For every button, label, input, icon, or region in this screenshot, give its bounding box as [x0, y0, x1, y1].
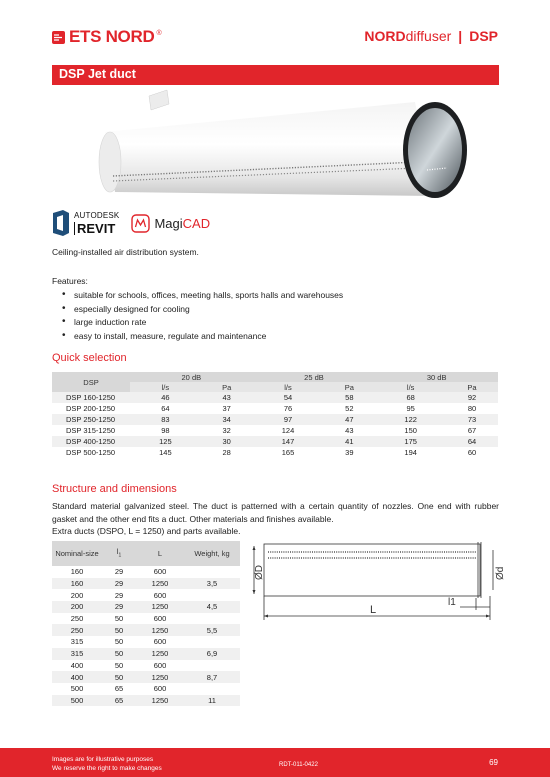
- group-header: 20 dB: [130, 372, 253, 382]
- table-cell: 37: [222, 404, 231, 413]
- table-cell: 147: [253, 436, 324, 447]
- table-cell: 64: [161, 404, 170, 413]
- table-row: [52, 671, 240, 683]
- table-cell: 65: [114, 684, 124, 694]
- table-cell: 65: [102, 695, 136, 707]
- table-cell: 150: [404, 426, 417, 435]
- table-row: [52, 624, 240, 636]
- dimensions-table: [52, 541, 240, 706]
- table-cell: 1250: [136, 578, 184, 590]
- product-description: Ceiling-installed air distribution system.: [52, 247, 199, 257]
- table-cell: 200: [52, 601, 102, 613]
- table-row: [52, 414, 498, 425]
- dimension-drawing: [250, 540, 506, 622]
- extra-ducts-text: Extra ducts (DSPO, L = 1250) and parts available.: [52, 526, 241, 536]
- table-row: [52, 403, 498, 414]
- quick-selection-body: [52, 392, 498, 458]
- table-cell: 1250: [136, 695, 184, 707]
- feature-item: • suitable for schools, offices, meeting halls, sports halls and warehouses: [62, 290, 343, 304]
- table-cell: 50: [114, 637, 124, 647]
- table-cell: 3,5: [184, 578, 240, 590]
- table-cell: 97: [253, 414, 324, 425]
- table-row: [52, 613, 240, 625]
- col-weight: Weight, kg: [184, 541, 240, 566]
- table-cell: 29: [102, 578, 136, 590]
- page-footer: [0, 748, 550, 777]
- table-cell: 43: [201, 392, 253, 403]
- page-header: [0, 0, 550, 60]
- table-cell: 1250: [136, 671, 184, 683]
- magicad-text-b: CAD: [182, 215, 211, 231]
- unit-header: Pa: [323, 382, 375, 392]
- table-cell: [184, 660, 240, 672]
- col-l: L: [136, 541, 184, 566]
- table-cell: 30: [201, 436, 253, 447]
- structure-title: Structure and dimensions: [52, 483, 177, 495]
- table-cell: [184, 636, 240, 648]
- table-cell: 400: [52, 671, 102, 683]
- table-cell: 28: [222, 448, 231, 457]
- quick-selection-title: Quick selection: [52, 352, 127, 364]
- logo-text: ETS NORD: [69, 27, 155, 46]
- table-cell: 500: [70, 684, 84, 694]
- table-row: [52, 683, 240, 695]
- table-row: [52, 601, 240, 613]
- footer-disclaimer: [52, 755, 162, 773]
- label-d-small: Ød: [495, 566, 506, 580]
- table-row: [52, 648, 240, 660]
- dimensions-body: [52, 566, 240, 706]
- table-cell: 315: [52, 648, 102, 660]
- ets-nord-logo: [52, 27, 162, 47]
- table-cell: 39: [345, 448, 354, 457]
- brand-separator: |: [458, 28, 463, 44]
- table-cell: 73: [446, 414, 498, 425]
- structure-text: Standard material galvanized steel. The duct is patterned with a certain quantity of nozzles. One end with rubber gasket and the other end fits a duct. Other materials and finishes available.: [52, 501, 499, 524]
- table-cell: 34: [201, 414, 253, 425]
- unit-header: Pa: [446, 382, 498, 392]
- table-cell: 145: [159, 448, 172, 457]
- table-cell: DSP 500-1250: [66, 448, 116, 457]
- feature-item: • especially designed for cooling: [62, 304, 343, 318]
- table-cell: 5,5: [184, 624, 240, 636]
- table-cell: 4,5: [184, 601, 240, 613]
- label-d-big: ØD: [254, 565, 265, 580]
- table-cell: DSP 200-1250: [66, 404, 116, 413]
- brand-product: DSP: [469, 28, 498, 44]
- table-row: [52, 695, 240, 707]
- table-cell: 1250: [136, 601, 184, 613]
- table-cell: 76: [283, 404, 293, 413]
- group-header: 30 dB: [375, 372, 498, 382]
- table-cell: 175: [375, 436, 446, 447]
- col-dsp: DSP: [52, 372, 130, 392]
- revit-name-text: REVIT: [74, 222, 119, 235]
- table-cell: 58: [323, 392, 375, 403]
- table-cell: 29: [114, 567, 124, 577]
- table-cell: 165: [281, 448, 295, 457]
- table-cell: 200: [70, 590, 84, 600]
- product-brand: [364, 28, 498, 44]
- footer-line2: We reserve the right to make changes: [52, 765, 162, 772]
- table-cell: 500: [52, 695, 102, 707]
- label-length: L: [370, 604, 377, 616]
- jet-duct-image: [95, 92, 485, 204]
- table-row: [52, 425, 498, 436]
- features-title: Features:: [52, 276, 88, 286]
- features-list: [62, 290, 343, 344]
- table-cell: 54: [253, 392, 324, 403]
- table-cell: DSP 315-1250: [66, 426, 116, 435]
- table-cell: 400: [70, 660, 84, 670]
- magicad-logo: [131, 214, 210, 233]
- table-cell: 50: [102, 671, 136, 683]
- unit-header: l/s: [375, 382, 446, 392]
- table-cell: 29: [102, 601, 136, 613]
- table-cell: [184, 613, 240, 625]
- table-cell: 50: [102, 624, 136, 636]
- quick-selection-table: [52, 372, 498, 458]
- table-cell: 68: [375, 392, 446, 403]
- table-cell: 124: [281, 426, 295, 435]
- table-row: [52, 660, 240, 672]
- table-cell: DSP 400-1250: [52, 436, 130, 447]
- table-cell: 600: [153, 660, 167, 670]
- page-number: 69: [489, 758, 498, 767]
- brand-nord: NORD: [364, 28, 406, 44]
- table-cell: 80: [467, 404, 477, 413]
- table-cell: 11: [184, 695, 240, 707]
- table-cell: 83: [130, 414, 201, 425]
- table-cell: 92: [446, 392, 498, 403]
- footer-code: RDT-011-0422: [279, 762, 318, 768]
- table-cell: 194: [404, 448, 417, 457]
- table-cell: 47: [323, 414, 375, 425]
- table-cell: 50: [102, 648, 136, 660]
- table-cell: 60: [467, 448, 477, 457]
- col-nominal-size: Nominal-size: [52, 541, 102, 566]
- table-cell: 1250: [136, 624, 184, 636]
- group-header: 25 dB: [253, 372, 376, 382]
- ets-logo-icon: [52, 31, 65, 44]
- label-l1: l1: [448, 597, 456, 608]
- table-cell: 64: [446, 436, 498, 447]
- logo-registered-mark: ®: [156, 29, 162, 37]
- table-cell: 67: [467, 426, 477, 435]
- unit-header: l/s: [253, 382, 324, 392]
- table-cell: 160: [70, 567, 84, 577]
- footer-line1: Images are for illustrative purposes: [52, 756, 154, 763]
- table-cell: 250: [52, 624, 102, 636]
- table-cell: [184, 683, 240, 695]
- table-cell: 122: [375, 414, 446, 425]
- table-row: [52, 589, 240, 601]
- table-cell: DSP 250-1250: [52, 414, 130, 425]
- revit-autodesk-text: AUTODESK: [74, 210, 120, 220]
- feature-item: • easy to install, measure, regulate and maintenance: [62, 331, 343, 345]
- unit-header: Pa: [201, 382, 253, 392]
- autodesk-revit-logo: [52, 210, 119, 236]
- table-cell: 8,7: [184, 671, 240, 683]
- table-cell: 32: [222, 426, 231, 435]
- table-cell: 600: [153, 614, 167, 624]
- table-row: [52, 447, 498, 458]
- feature-item: • large induction rate: [62, 317, 343, 331]
- table-cell: 250: [70, 614, 84, 624]
- table-cell: 50: [114, 614, 124, 624]
- table-cell: 600: [153, 590, 167, 600]
- table-cell: 50: [114, 660, 124, 670]
- table-cell: 1250: [136, 648, 184, 660]
- table-cell: 52: [345, 404, 354, 413]
- table-cell: 46: [130, 392, 201, 403]
- table-row: [52, 578, 240, 590]
- table-row: [52, 392, 498, 403]
- table-cell: 29: [114, 590, 124, 600]
- magicad-icon: [131, 214, 150, 233]
- table-cell: 95: [406, 404, 415, 413]
- col-l1: $l_1$: [102, 541, 136, 566]
- software-logos: [52, 210, 210, 236]
- table-cell: [184, 589, 240, 601]
- unit-header: l/s: [130, 382, 201, 392]
- brand-diffuser: diffuser: [405, 28, 452, 44]
- table-cell: 160: [52, 578, 102, 590]
- table-cell: 600: [153, 637, 167, 647]
- table-cell: 6,9: [184, 648, 240, 660]
- table-cell: 600: [153, 567, 167, 577]
- table-cell: [184, 566, 240, 578]
- table-cell: 41: [323, 436, 375, 447]
- magicad-text-a: Magi: [154, 215, 183, 231]
- table-cell: 98: [161, 426, 170, 435]
- revit-icon: [52, 210, 70, 236]
- table-cell: 125: [130, 436, 201, 447]
- table-cell: DSP 160-1250: [52, 392, 130, 403]
- table-cell: 43: [345, 426, 354, 435]
- table-cell: 600: [153, 684, 167, 694]
- page-title: DSP Jet duct: [52, 65, 499, 85]
- table-cell: 315: [70, 637, 84, 647]
- table-row: [52, 636, 240, 648]
- table-row: [52, 566, 240, 578]
- table-row: [52, 436, 498, 447]
